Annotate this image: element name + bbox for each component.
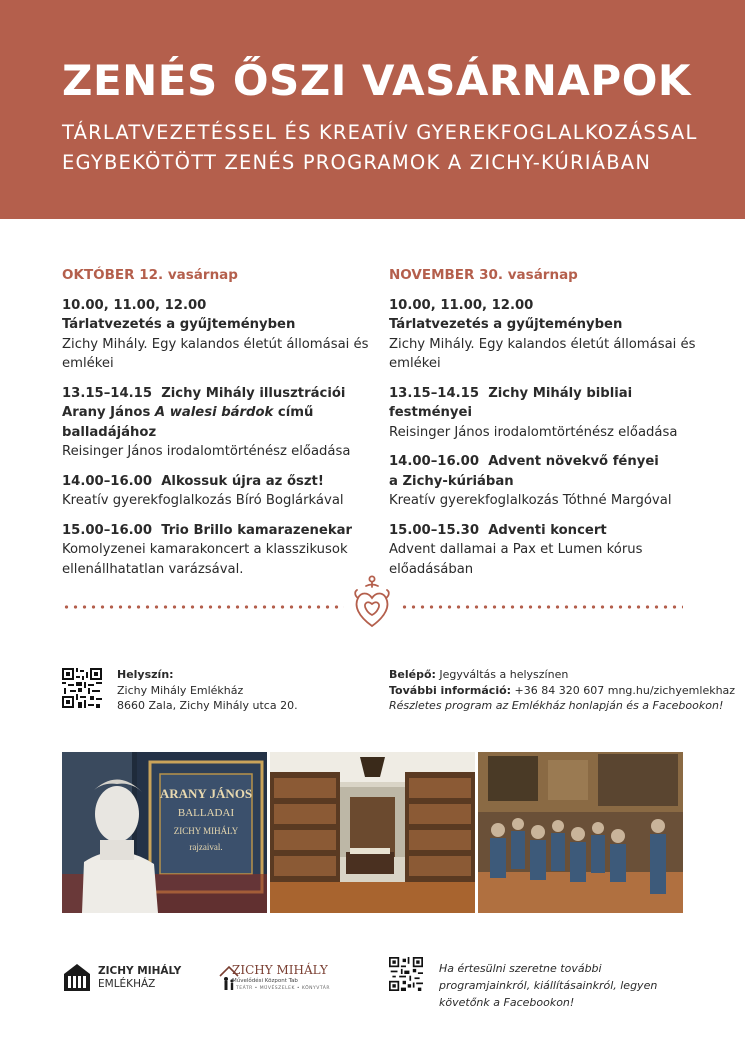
subtitle-line-2: EGYBEKÖTÖTT ZENÉS PROGRAMOK A ZICHY-KÚRIÁBAN: [62, 151, 652, 174]
event-desc: Reisinger János irodalomtörténész előadása: [389, 424, 678, 440]
october-event-3: [62, 472, 382, 511]
event-title: 13.15–14.15 Zichy Mihály illusztrációi: [62, 385, 346, 401]
event-title-cont: Arany János A walesi bárdok című balladájához: [62, 405, 314, 440]
page-title: ZENÉS ŐSZI VASÁRNAPOK: [62, 56, 691, 105]
header-banner: [0, 0, 745, 219]
october-program: [62, 266, 382, 589]
qr-code-location-icon[interactable]: [62, 668, 102, 708]
event-time: 10.00, 11.00, 12.00: [389, 297, 534, 313]
event-desc: Advent dallamai a Pax et Lumen kórus előadásában: [389, 542, 643, 577]
event-desc: Zichy Mihály. Egy kalandos életút állomásai és emlékei: [62, 336, 369, 371]
november-event-3: [389, 452, 709, 511]
event-desc: Reisinger János irodalomtörténész előadása: [62, 444, 351, 459]
october-event-4: [62, 521, 382, 580]
event-title: 14.00–16.00 Alkossuk újra az őszt!: [62, 473, 324, 489]
event-title: 14.00–16.00 Advent növekvő fényei: [389, 454, 659, 469]
heart-ornament-icon: [352, 574, 392, 630]
october-event-1: [62, 296, 382, 374]
event-desc: Komolyzenei kamarakoncert a klasszikusok ellenállhatatlan varázsával.: [62, 542, 348, 577]
event-desc: Zichy Mihály. Egy kalandos életút állomásai és emlékei: [389, 336, 696, 371]
facebook-follow-text: Ha értesülni szeretne további programjainkról, kiállításainkról, legyen követőnk a Facebookon!: [439, 962, 658, 1009]
ornament-divider: [62, 574, 683, 630]
location-address: 8660 Zala, Zichy Mihály utca 20.: [117, 699, 298, 712]
book-title-1: ARANY JÁNOS: [159, 786, 253, 801]
event-title: 13.15–14.15 Zichy Mihály bibliai festményei: [389, 385, 633, 420]
zichy-emlekhaz-logo: [62, 962, 182, 994]
entry-line: Belépő: Jegyváltás a helyszínen: [389, 668, 569, 681]
event-desc: Kreatív gyerekfoglalkozás Bíró Boglárkával: [62, 493, 344, 508]
event-title: 15.00–16.00 Trio Brillo kamarazenekar: [62, 522, 353, 538]
subtitle-line-1: TÁRLATVEZETÉSSEL ÉS KREATÍV GYEREKFOGLALKOZÁSSAL: [62, 121, 698, 144]
details-line: Részletes program az Emlékház honlapján és a Facebookon!: [389, 699, 724, 712]
photo-library-room: [270, 752, 475, 913]
event-title-cont: a Zichy-kúriában: [389, 473, 514, 489]
november-event-4: [389, 521, 709, 580]
logo1-line2: EMLÉKHÁZ: [98, 978, 156, 990]
november-date: NOVEMBER 30. vasárnap: [389, 267, 578, 283]
dotted-line-right: [400, 605, 683, 609]
event-title: 15.00–15.30 Adventi koncert: [389, 522, 607, 538]
november-event-1: [389, 296, 709, 374]
logo1-line1: ZICHY MIHÁLY: [98, 965, 182, 977]
event-title: Tárlatvezetés a gyűjteményben: [62, 317, 296, 332]
book-title-3: ZICHY MIHÁLY: [173, 826, 239, 836]
november-program: [389, 266, 709, 589]
location-label: Helyszín:: [117, 668, 174, 681]
logo2-sub2: TEÁTR • MŰVÉSZELEK • KÖNYVTÁR: [236, 986, 330, 991]
october-date: OKTÓBER 12. vasárnap: [62, 267, 238, 283]
photo-bust-and-book: [62, 752, 267, 913]
event-title: Tárlatvezetés a gyűjteményben: [389, 317, 623, 332]
logo2-sub: Művelődési Központ Tab: [232, 978, 298, 984]
november-event-2: [389, 384, 709, 443]
zichy-muvelodesi-kozpont-logo: [218, 962, 328, 994]
dotted-line-left: [62, 605, 344, 609]
ticket-info: [389, 667, 735, 714]
event-desc: Kreatív gyerekfoglalkozás Tóthné Margóval: [389, 493, 672, 508]
more-info-line: További információ: +36 84 320 607 mng.hu/zichyemlekhaz: [389, 683, 736, 697]
october-event-2: [62, 384, 382, 462]
qr-code-facebook-icon[interactable]: [389, 957, 423, 991]
logo2-name: ZICHY MIHÁLY: [232, 963, 328, 977]
photo-guided-tour-group: [478, 752, 683, 913]
house-logo-icon: [62, 962, 92, 992]
event-time: 10.00, 11.00, 12.00: [62, 297, 207, 313]
book-title-4: rajzaival.: [189, 842, 223, 852]
book-title-2: BALLADAI: [177, 807, 235, 819]
location-name: Zichy Mihály Emlékház: [117, 683, 244, 697]
location-info: [117, 667, 298, 714]
